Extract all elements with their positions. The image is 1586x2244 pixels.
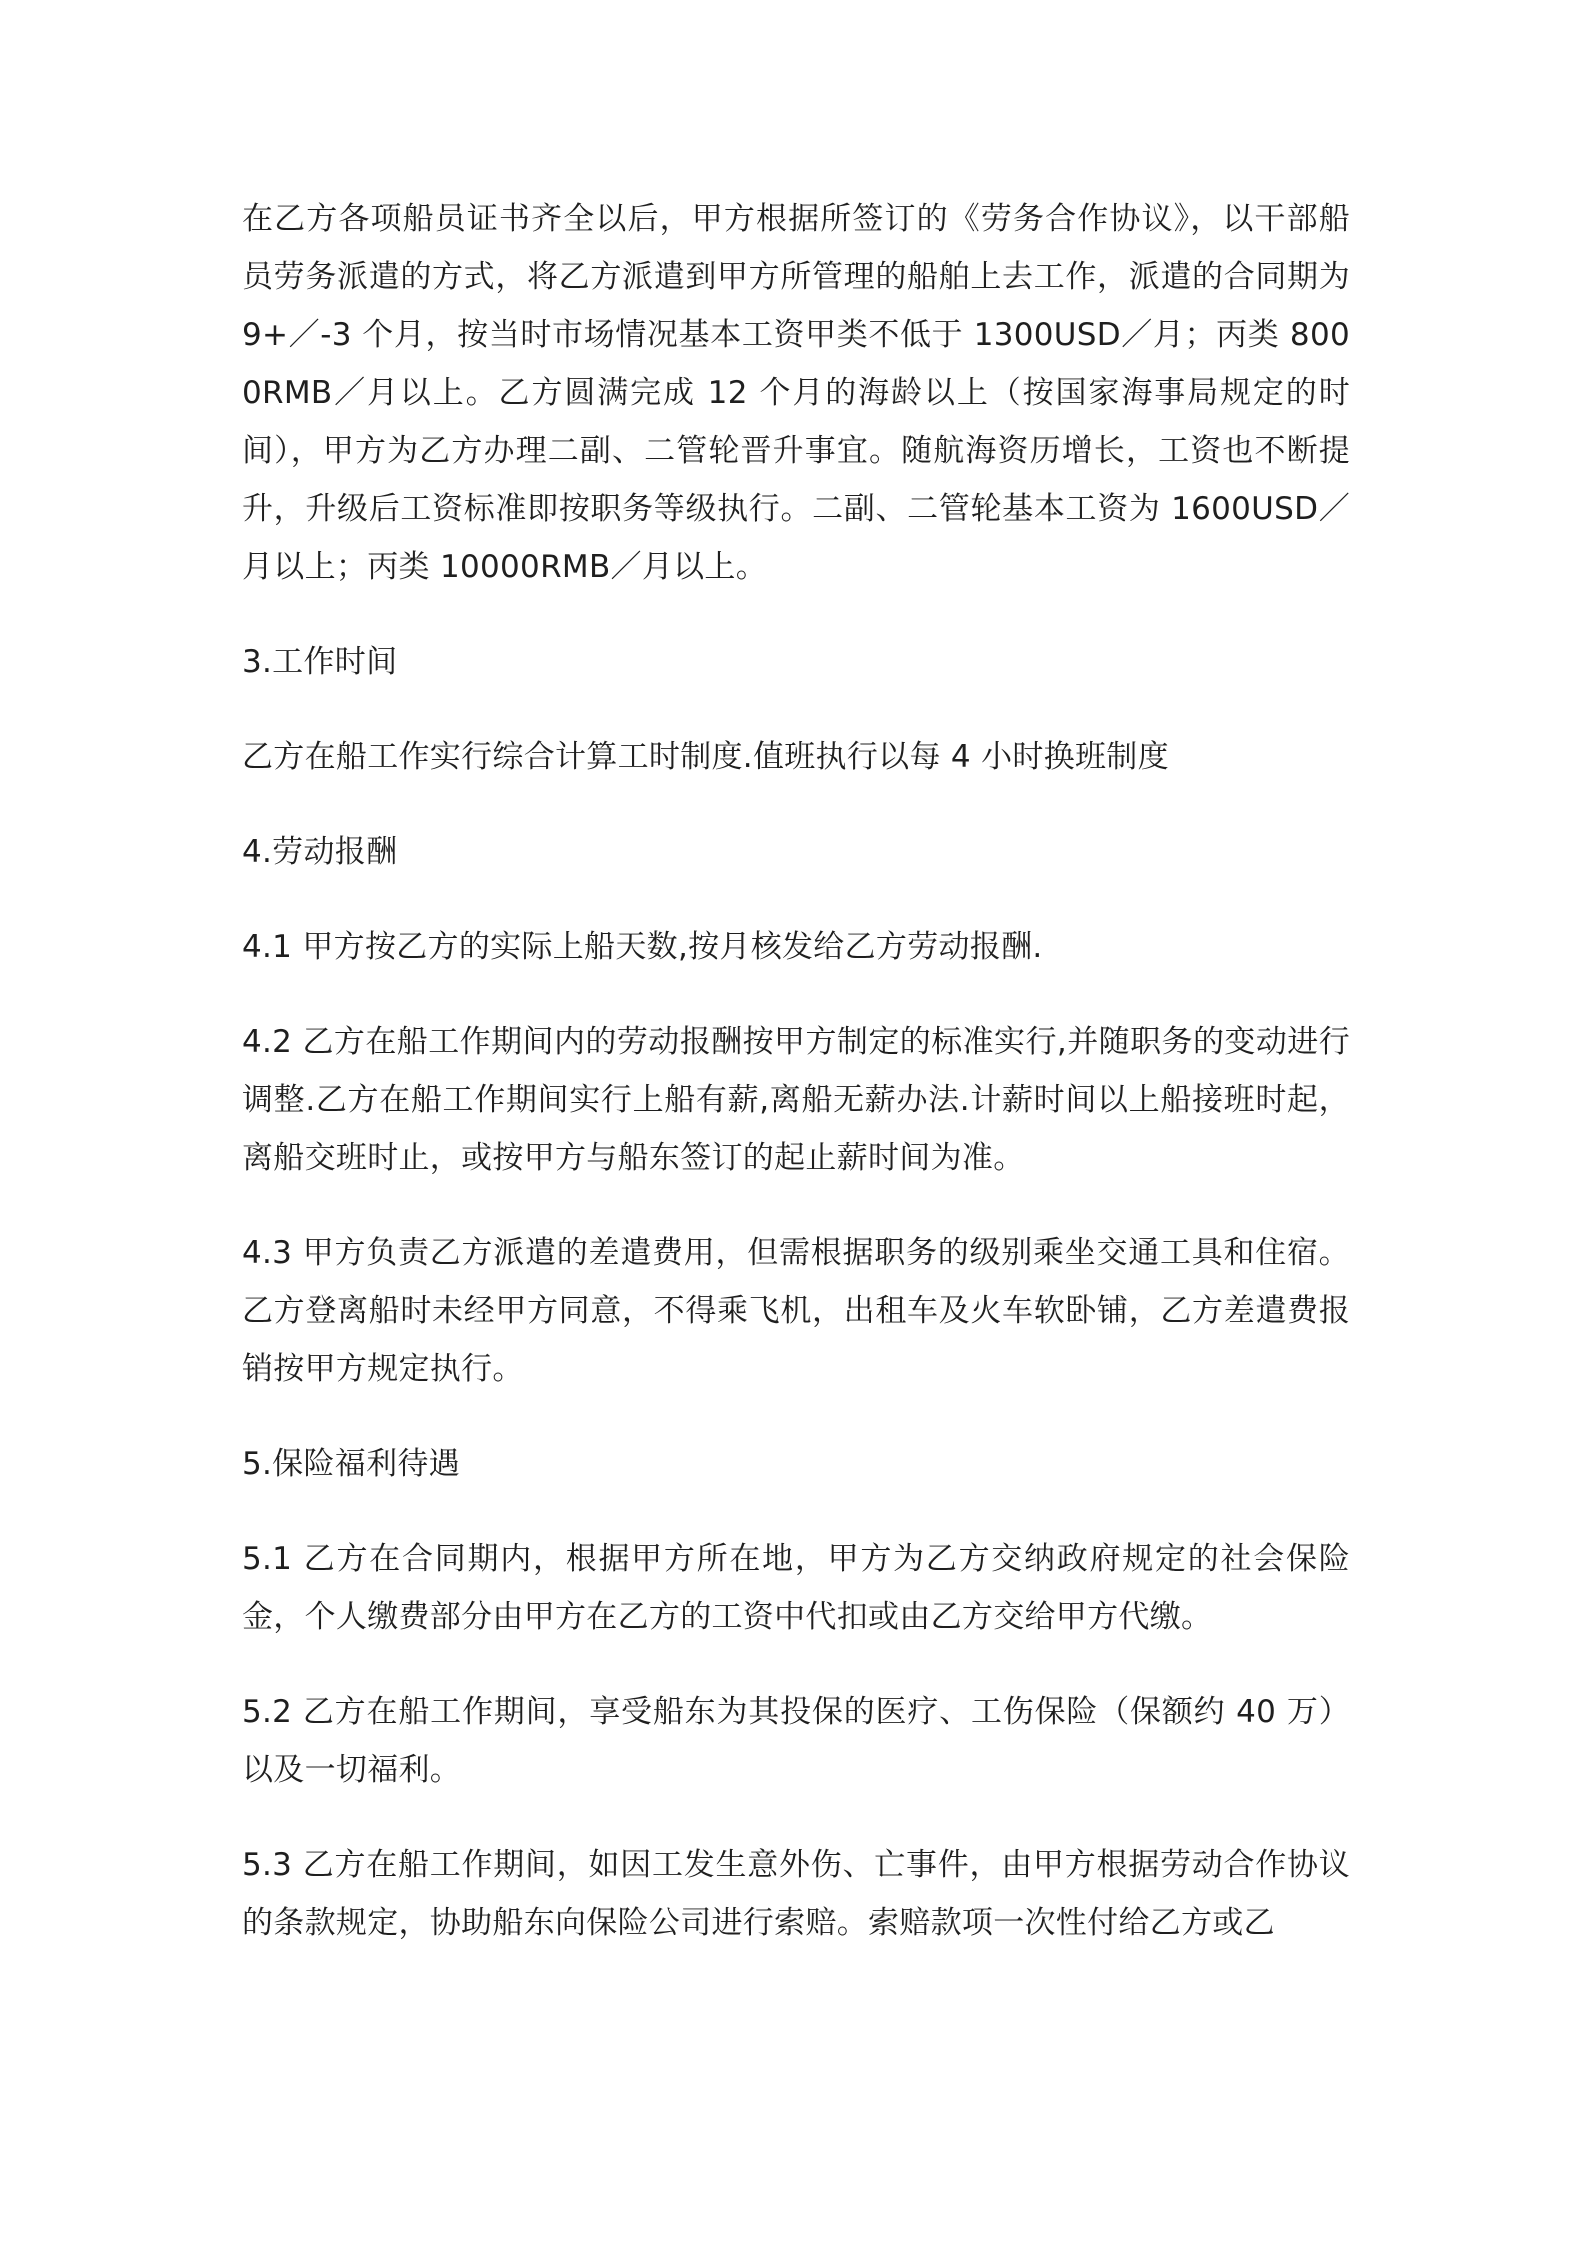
paragraph-dispatch-terms: 在乙方各项船员证书齐全以后，甲方根据所签订的《劳务合作协议》，以干部船员劳务派遣的方式，将乙方派遣到甲方所管理的船舶上去工作，派遣的合同期为 9+／-3 个月，按当时市场情况基本工资甲类不低于 1300USD／月；丙类 8000RMB／月以上。乙方圆满完成 12 个月的海龄以上（按国家海事局规定的时间），甲方为乙方办理二副、二管轮晋升事宜。随航海资历增长，工资也不断提升，升级后工资标准即按职务等级执行。二副、二管轮基本工资为 1600USD／月以上；丙类 10000RMB／月以上。 (242, 201, 1350, 585)
paragraph-5-2: 5.2 乙方在船工作期间，享受船东为其投保的医疗、工伤保险（保额约 40 万）以及一切福利。 (242, 1694, 1350, 1788)
paragraph-5-1: 5.1 乙方在合同期内，根据甲方所在地，甲方为乙方交纳政府规定的社会保险金，个人缴费部分由甲方在乙方的工资中代扣或由乙方交给甲方代缴。 (242, 1541, 1350, 1635)
section-heading-working-hours: 3.工作时间 (242, 644, 398, 680)
paragraph-4-1: 4.1 甲方按乙方的实际上船天数,按月核发给乙方劳动报酬. (242, 929, 1043, 965)
section-heading-insurance: 5.保险福利待遇 (242, 1446, 460, 1482)
paragraph-working-hours: 乙方在船工作实行综合计算工时制度.值班执行以每 4 小时换班制度 (242, 739, 1169, 775)
paragraph-5-3: 5.3 乙方在船工作期间，如因工发生意外伤、亡事件，由甲方根据劳动合作协议的条款规定，协助船东向保险公司进行索赔。索赔款项一次性付给乙方或乙 (242, 1847, 1350, 1941)
paragraph-4-2: 4.2 乙方在船工作期间内的劳动报酬按甲方制定的标准实行,并随职务的变动进行调整.乙方在船工作期间实行上船有薪,离船无薪办法.计薪时间以上船接班时起，离船交班时止，或按甲方与船东签订的起止薪时间为准。 (242, 1024, 1350, 1176)
document-page (242, 190, 1350, 1989)
section-heading-remuneration: 4.劳动报酬 (242, 834, 398, 870)
paragraph-4-3: 4.3 甲方负责乙方派遣的差遣费用，但需根据职务的级别乘坐交通工具和住宿。乙方登离船时未经甲方同意，不得乘飞机，出租车及火车软卧铺，乙方差遣费报销按甲方规定执行。 (242, 1235, 1350, 1387)
